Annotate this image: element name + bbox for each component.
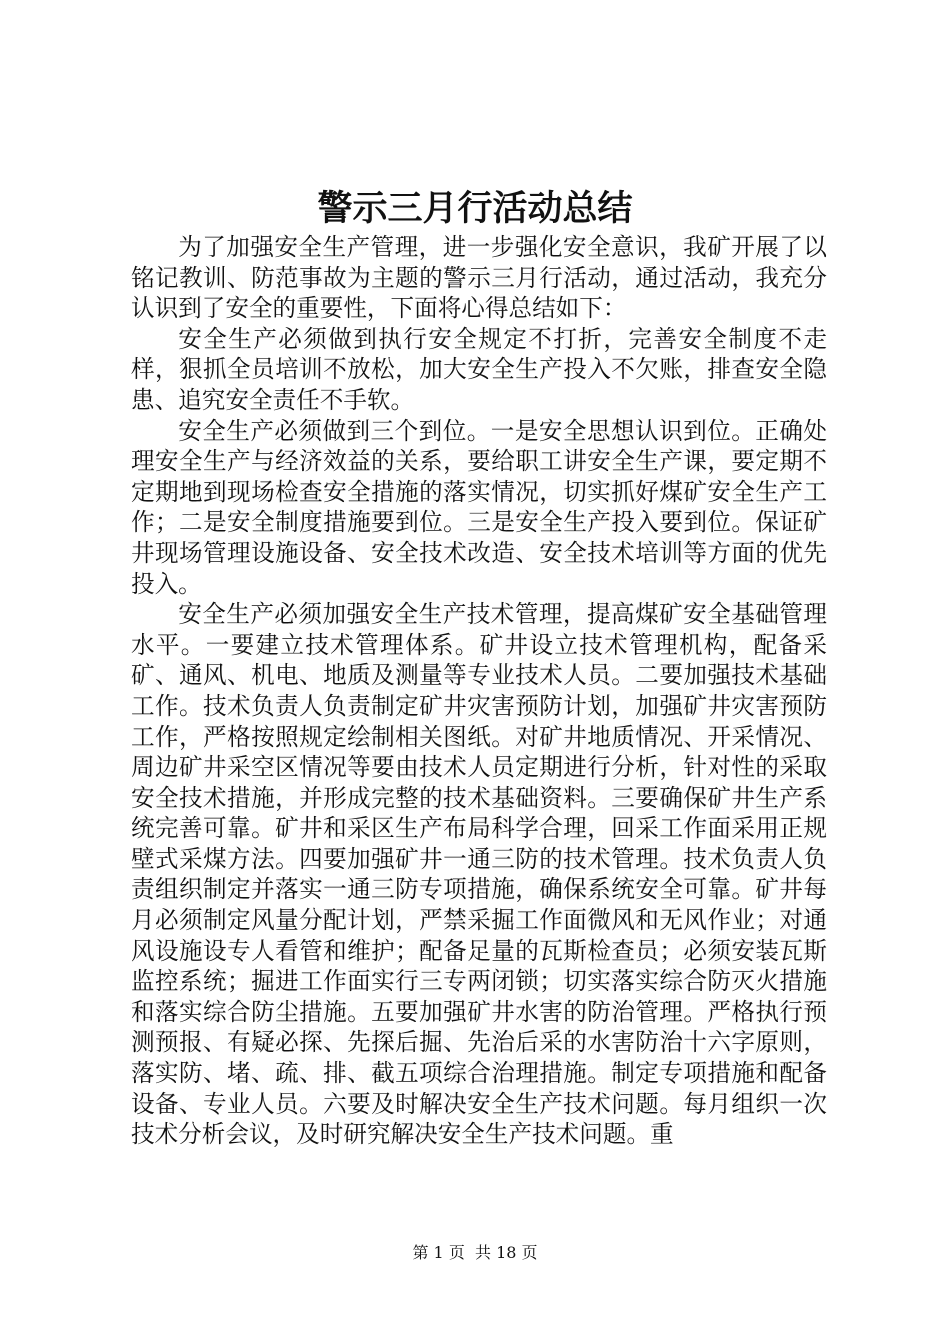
paragraph-intro: 为了加强安全生产管理，进一步强化安全意识，我矿开展了以铭记教训、防范事故为主题的警示三月行活动，通过活动，我充分认识到了安全的重要性，下面将心得总结如下： [131,233,827,323]
paragraph-principles: 安全生产必须做到执行安全规定不打折，完善安全制度不走样，狠抓全员培训不放松，加大安全生产投入不欠账，排查安全隐患、追究安全责任不手软。 [131,324,827,414]
paragraph-technical-management: 安全生产必须加强安全生产技术管理，提高煤矿安全基础管理水平。一要建立技术管理体系。矿井设立技术管理机构，配备采矿、通风、机电、地质及测量等专业技术人员。二要加强技术基础工作。技术负责人负责制定矿井灾害预防计划，加强矿井灾害预防工作，严格按照规定绘制相关图纸。对矿井地质情况、开采情况、周边矿井采空区情况等要由技术人员定期进行分析，针对性的采取安全技术措施，并形成完整的技术基础资料。三要确保矿井生产系统完善可靠。矿井和采区生产布局科学合理，回采工作面采用正规壁式采煤方法。四要加强矿井一通三防的技术管理。技术负责人负责组织制定并落实一通三防专项措施，确保系统安全可靠。矿井每月必须制定风量分配计划，严禁采掘工作面微风和无风作业；对通风设施设专人看管和维护；配备足量的瓦斯检查员；必须安装瓦斯监控系统；掘进工作面实行三专两闭锁；切实落实综合防灭火措施和落实综合防尘措施。五要加强矿井水害的防治管理。严格执行预测预报、有疑必探、先探后掘、先治后采的水害防治十六字原则，落实防、堵、疏、排、截五项综合治理措施。制定专项措施和配备设备、专业人员。六要及时解决安全生产技术问题。每月组织一次技术分析会议，及时研究解决安全生产技术问题。重 [131,600,827,1149]
paragraph-three-in-place: 安全生产必须做到三个到位。一是安全思想认识到位。正确处理安全生产与经济效益的关系，要给职工讲安全生产课，要定期不定期地到现场检查安全措施的落实情况，切实抓好煤矿安全生产工作；二是安全制度措施要到位。三是安全生产投入要到位。保证矿井现场管理设施设备、安全技术改造、安全技术培训等方面的优先投入。 [131,416,827,598]
document-body [131,232,827,1150]
document-title: 警示三月行活动总结 [317,188,633,229]
page-footer: 第 1 页 共 18 页 [412,1243,538,1262]
